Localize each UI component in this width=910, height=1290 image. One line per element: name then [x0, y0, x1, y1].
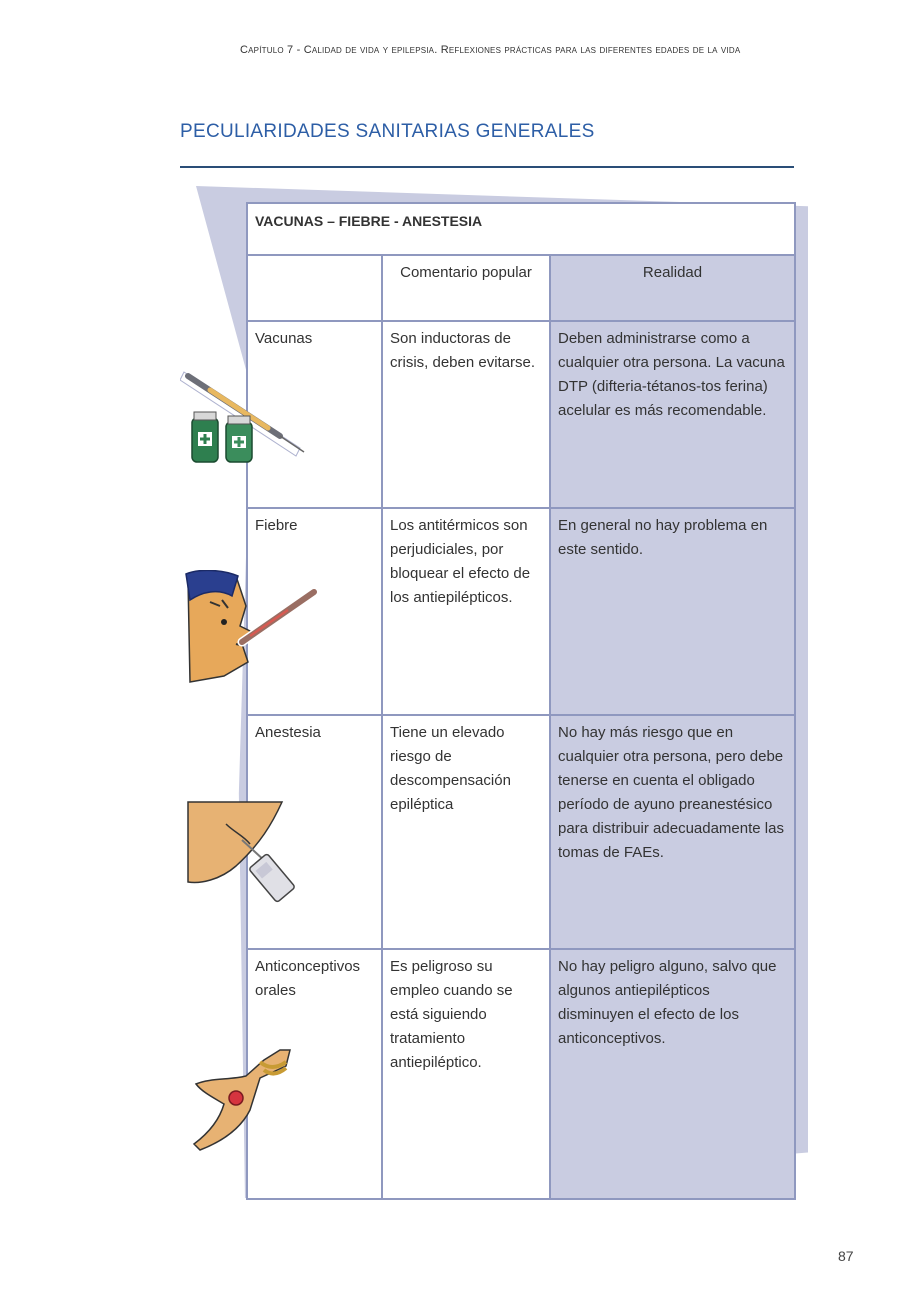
row-popular: Son inductoras de crisis, deben evitarse. [382, 321, 550, 508]
row-popular: Tiene un elevado riesgo de descompensación epiléptica [382, 715, 550, 949]
table-row [247, 715, 795, 949]
row-reality: No hay más riesgo que en cualquier otra persona, pero debe tenerse en cuenta el obligado período de ayuno preanestésico para distribuir adecuadamente las tomas de FAEs. [550, 715, 795, 949]
table-row [247, 949, 795, 1199]
column-header-empty [247, 255, 382, 321]
table-row [247, 508, 795, 715]
row-topic: Vacunas [247, 321, 382, 508]
running-head: Capítulo 7 - Calidad de vida y epilepsia. Reflexiones prácticas para las diferentes edades de la vida [240, 44, 741, 56]
injection-arm-icon [186, 800, 316, 910]
syringe-and-vials-icon [180, 366, 310, 476]
info-table [246, 202, 796, 1200]
column-header-popular: Comentario popular [382, 255, 550, 321]
row-reality: En general no hay problema en este sentido. [550, 508, 795, 715]
column-header-reality: Realidad [550, 255, 795, 321]
row-topic: Fiebre [247, 508, 382, 715]
table-title-row [247, 203, 795, 255]
table-title: VACUNAS – FIEBRE - ANESTESIA [247, 203, 795, 255]
table-header-row [247, 255, 795, 321]
row-reality: Deben administrarse como a cualquier otra persona. La vacuna DTP (difteria-tétanos-tos ferina) acelular es más recomendable. [550, 321, 795, 508]
page-number: 87 [838, 1248, 854, 1264]
hand-with-pill-icon [190, 1046, 300, 1156]
row-popular: Es peligroso su empleo cuando se está siguiendo tratamiento antiepiléptico. [382, 949, 550, 1199]
row-topic: Anticonceptivos orales [247, 949, 382, 1199]
table-row [247, 321, 795, 508]
row-reality: No hay peligro alguno, salvo que algunos antiepilépticos disminuyen el efecto de los anticonceptivos. [550, 949, 795, 1199]
section-title: PECULIARIDADES SANITARIAS GENERALES [180, 121, 595, 142]
row-topic: Anestesia [247, 715, 382, 949]
thermometer-face-icon [184, 570, 324, 700]
row-popular: Los antitérmicos son perjudiciales, por bloquear el efecto de los antiepilépticos. [382, 508, 550, 715]
section-rule [180, 166, 794, 168]
